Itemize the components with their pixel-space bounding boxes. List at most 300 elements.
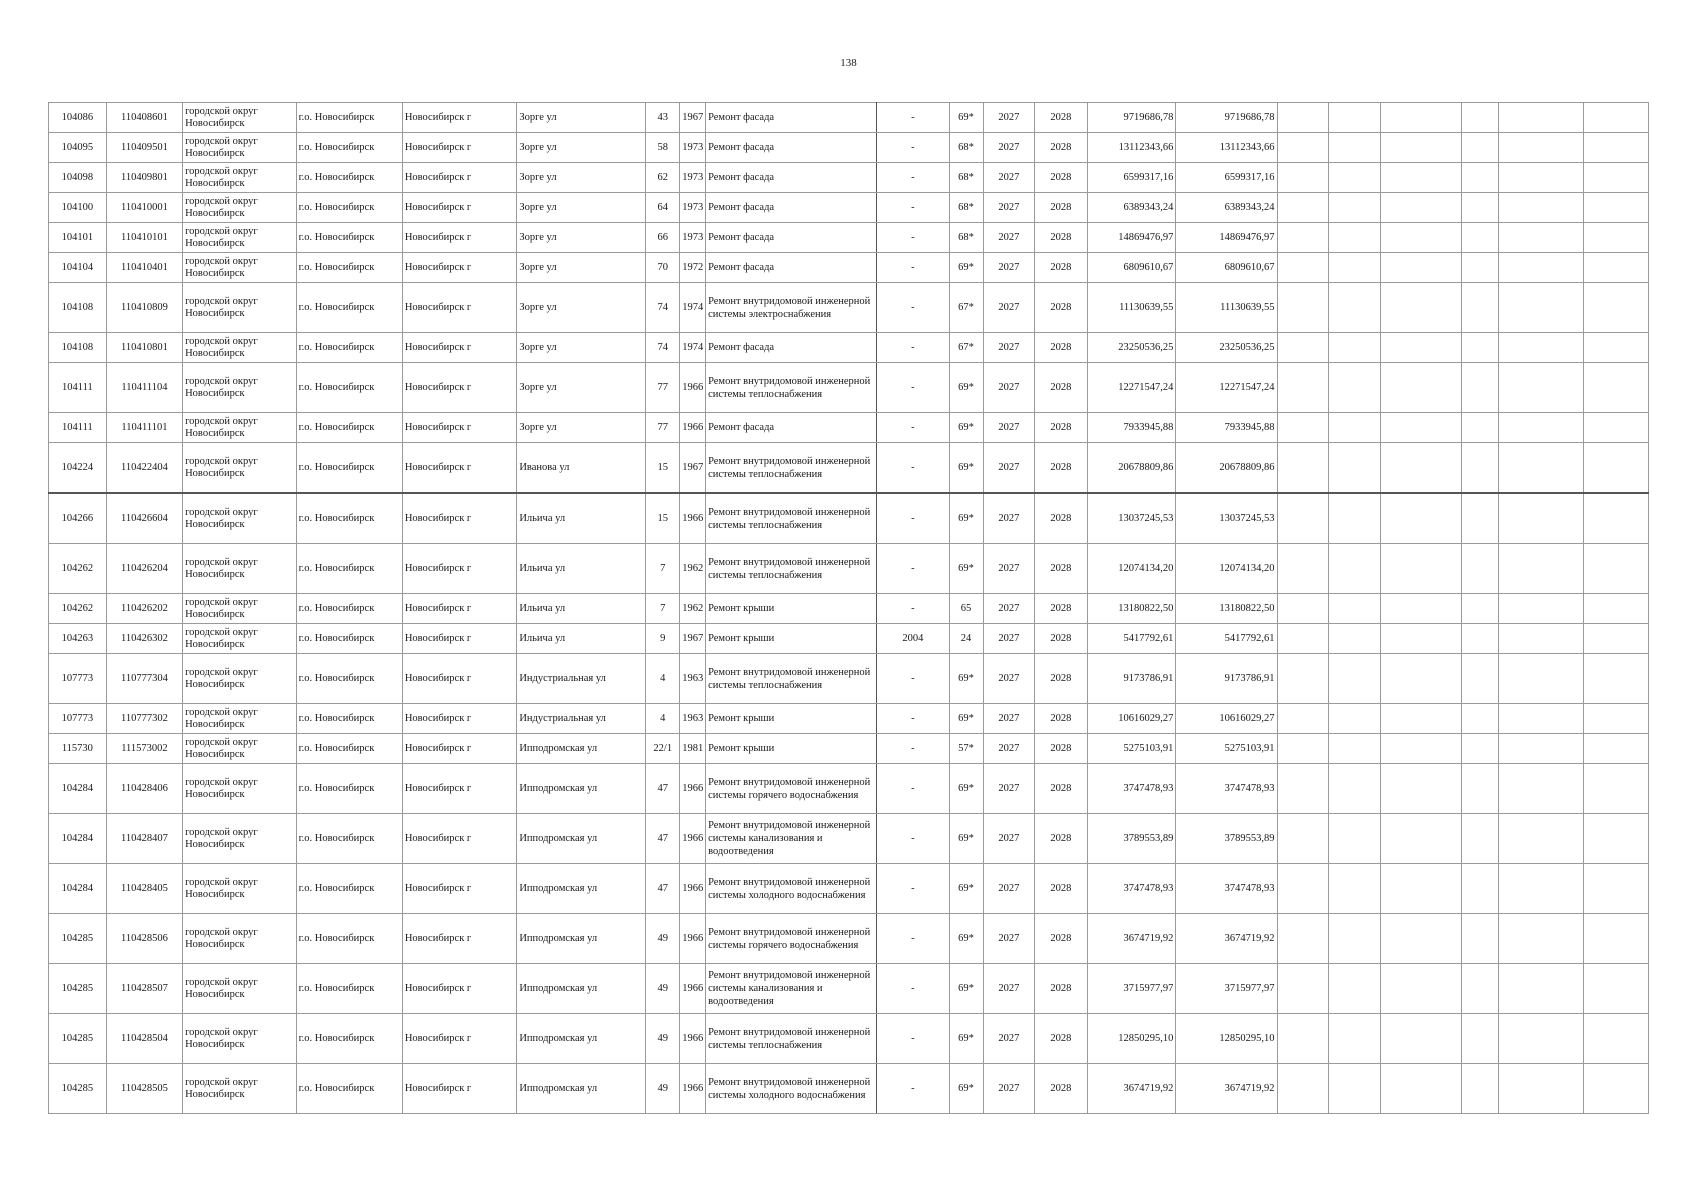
table-row	[49, 193, 1649, 223]
empty-cell	[1380, 1014, 1461, 1064]
empty-cell	[1462, 764, 1499, 814]
empty-cell	[1499, 443, 1584, 494]
previous-repair-year-cell: -	[877, 413, 949, 443]
district-cell: г.о. Новосибирск	[296, 734, 402, 764]
previous-repair-year-cell: -	[877, 704, 949, 734]
empty-cell	[1277, 1014, 1329, 1064]
work-type-cell: Ремонт внутридомовой инженерной системы горячего водоснабжения	[706, 914, 877, 964]
build-year-cell: 1966	[680, 814, 706, 864]
build-year-cell: 1963	[680, 654, 706, 704]
empty-cell	[1462, 133, 1499, 163]
street-cell: Зорге ул	[517, 253, 646, 283]
empty-cell	[1380, 443, 1461, 494]
table-row	[49, 654, 1649, 704]
empty-cell	[1462, 1014, 1499, 1064]
district-cell: г.о. Новосибирск	[296, 193, 402, 223]
empty-cell	[1462, 443, 1499, 494]
house-number-cell: 43	[646, 103, 680, 133]
work-code-cell: 111573002	[106, 734, 182, 764]
empty-cell	[1329, 193, 1381, 223]
empty-cell	[1462, 624, 1499, 654]
total-cost-cell: 23250536,25	[1176, 333, 1277, 363]
city-cell: Новосибирск г	[402, 253, 517, 283]
cost-cell: 12850295,10	[1087, 1014, 1176, 1064]
empty-cell	[1462, 814, 1499, 864]
empty-cell	[1277, 764, 1329, 814]
municipality-cell: городской округ Новосибирск	[183, 964, 296, 1014]
total-cost-cell: 12850295,10	[1176, 1014, 1277, 1064]
build-year-cell: 1962	[680, 594, 706, 624]
empty-cell	[1329, 413, 1381, 443]
table-row	[49, 1064, 1649, 1114]
plan-year-to-cell: 2028	[1035, 814, 1088, 864]
previous-repair-year-cell: -	[877, 493, 949, 544]
empty-cell	[1380, 654, 1461, 704]
work-type-cell: Ремонт внутридомовой инженерной системы горячего водоснабжения	[706, 764, 877, 814]
district-cell: г.о. Новосибирск	[296, 363, 402, 413]
build-year-cell: 1966	[680, 1014, 706, 1064]
wear-percent-cell: 69*	[949, 443, 983, 494]
empty-cell	[1499, 283, 1584, 333]
empty-cell	[1583, 864, 1648, 914]
empty-cell	[1499, 103, 1584, 133]
table-body	[49, 103, 1649, 1114]
object-id-cell: 104263	[49, 624, 107, 654]
work-code-cell: 110409801	[106, 163, 182, 193]
build-year-cell: 1967	[680, 443, 706, 494]
previous-repair-year-cell: -	[877, 253, 949, 283]
wear-percent-cell: 69*	[949, 413, 983, 443]
build-year-cell: 1966	[680, 413, 706, 443]
empty-cell	[1499, 193, 1584, 223]
plan-year-to-cell: 2028	[1035, 864, 1088, 914]
empty-cell	[1329, 654, 1381, 704]
previous-repair-year-cell: -	[877, 283, 949, 333]
work-type-cell: Ремонт фасада	[706, 193, 877, 223]
cost-cell: 7933945,88	[1087, 413, 1176, 443]
wear-percent-cell: 24	[949, 624, 983, 654]
work-type-cell: Ремонт внутридомовой инженерной системы холодного водоснабжения	[706, 1064, 877, 1114]
capital-repair-table	[48, 102, 1649, 1114]
district-cell: г.о. Новосибирск	[296, 333, 402, 363]
city-cell: Новосибирск г	[402, 764, 517, 814]
table-row	[49, 704, 1649, 734]
work-type-cell: Ремонт внутридомовой инженерной системы холодного водоснабжения	[706, 864, 877, 914]
wear-percent-cell: 69*	[949, 103, 983, 133]
cost-cell: 13037245,53	[1087, 493, 1176, 544]
city-cell: Новосибирск г	[402, 333, 517, 363]
street-cell: Зорге ул	[517, 133, 646, 163]
cost-cell: 10616029,27	[1087, 704, 1176, 734]
street-cell: Ильича ул	[517, 544, 646, 594]
district-cell: г.о. Новосибирск	[296, 223, 402, 253]
street-cell: Зорге ул	[517, 413, 646, 443]
municipality-cell: городской округ Новосибирск	[183, 193, 296, 223]
wear-percent-cell: 67*	[949, 283, 983, 333]
empty-cell	[1329, 133, 1381, 163]
wear-percent-cell: 69*	[949, 363, 983, 413]
empty-cell	[1462, 654, 1499, 704]
empty-cell	[1380, 964, 1461, 1014]
table-row	[49, 443, 1649, 494]
work-code-cell: 110428505	[106, 1064, 182, 1114]
object-id-cell: 104284	[49, 864, 107, 914]
cost-cell: 9719686,78	[1087, 103, 1176, 133]
empty-cell	[1329, 223, 1381, 253]
empty-cell	[1583, 163, 1648, 193]
empty-cell	[1499, 413, 1584, 443]
city-cell: Новосибирск г	[402, 363, 517, 413]
empty-cell	[1380, 864, 1461, 914]
cost-cell: 3747478,93	[1087, 764, 1176, 814]
empty-cell	[1462, 964, 1499, 1014]
city-cell: Новосибирск г	[402, 493, 517, 544]
plan-year-from-cell: 2027	[983, 1014, 1035, 1064]
city-cell: Новосибирск г	[402, 193, 517, 223]
municipality-cell: городской округ Новосибирск	[183, 413, 296, 443]
house-number-cell: 49	[646, 1014, 680, 1064]
cost-cell: 3747478,93	[1087, 864, 1176, 914]
work-type-cell: Ремонт крыши	[706, 594, 877, 624]
empty-cell	[1462, 333, 1499, 363]
municipality-cell: городской округ Новосибирск	[183, 704, 296, 734]
empty-cell	[1583, 103, 1648, 133]
house-number-cell: 49	[646, 1064, 680, 1114]
empty-cell	[1329, 443, 1381, 494]
municipality-cell: городской округ Новосибирск	[183, 363, 296, 413]
table-row	[49, 223, 1649, 253]
empty-cell	[1499, 493, 1584, 544]
street-cell: Ипподромская ул	[517, 734, 646, 764]
total-cost-cell: 9173786,91	[1176, 654, 1277, 704]
total-cost-cell: 13112343,66	[1176, 133, 1277, 163]
plan-year-from-cell: 2027	[983, 363, 1035, 413]
table-row	[49, 764, 1649, 814]
table-row	[49, 103, 1649, 133]
plan-year-to-cell: 2028	[1035, 103, 1088, 133]
district-cell: г.о. Новосибирск	[296, 253, 402, 283]
district-cell: г.о. Новосибирск	[296, 544, 402, 594]
previous-repair-year-cell: -	[877, 764, 949, 814]
wear-percent-cell: 68*	[949, 193, 983, 223]
empty-cell	[1277, 283, 1329, 333]
city-cell: Новосибирск г	[402, 1064, 517, 1114]
empty-cell	[1462, 864, 1499, 914]
empty-cell	[1380, 814, 1461, 864]
empty-cell	[1583, 1014, 1648, 1064]
empty-cell	[1380, 544, 1461, 594]
plan-year-to-cell: 2028	[1035, 443, 1088, 494]
build-year-cell: 1973	[680, 133, 706, 163]
empty-cell	[1329, 544, 1381, 594]
object-id-cell: 107773	[49, 704, 107, 734]
municipality-cell: городской округ Новосибирск	[183, 914, 296, 964]
previous-repair-year-cell: -	[877, 814, 949, 864]
district-cell: г.о. Новосибирск	[296, 133, 402, 163]
cost-cell: 6389343,24	[1087, 193, 1176, 223]
empty-cell	[1380, 283, 1461, 333]
empty-cell	[1499, 734, 1584, 764]
empty-cell	[1277, 253, 1329, 283]
empty-cell	[1277, 594, 1329, 624]
total-cost-cell: 11130639,55	[1176, 283, 1277, 333]
plan-year-to-cell: 2028	[1035, 624, 1088, 654]
previous-repair-year-cell: -	[877, 864, 949, 914]
municipality-cell: городской округ Новосибирск	[183, 654, 296, 704]
empty-cell	[1380, 1064, 1461, 1114]
house-number-cell: 4	[646, 704, 680, 734]
empty-cell	[1329, 914, 1381, 964]
work-type-cell: Ремонт фасада	[706, 223, 877, 253]
empty-cell	[1583, 914, 1648, 964]
work-type-cell: Ремонт внутридомовой инженерной системы теплоснабжения	[706, 1014, 877, 1064]
city-cell: Новосибирск г	[402, 544, 517, 594]
empty-cell	[1462, 1064, 1499, 1114]
empty-cell	[1277, 163, 1329, 193]
object-id-cell: 104285	[49, 914, 107, 964]
total-cost-cell: 3747478,93	[1176, 764, 1277, 814]
object-id-cell: 104098	[49, 163, 107, 193]
empty-cell	[1499, 594, 1584, 624]
object-id-cell: 104111	[49, 363, 107, 413]
empty-cell	[1583, 493, 1648, 544]
total-cost-cell: 13180822,50	[1176, 594, 1277, 624]
empty-cell	[1499, 163, 1584, 193]
municipality-cell: городской округ Новосибирск	[183, 223, 296, 253]
house-number-cell: 47	[646, 764, 680, 814]
plan-year-to-cell: 2028	[1035, 654, 1088, 704]
empty-cell	[1462, 734, 1499, 764]
municipality-cell: городской округ Новосибирск	[183, 1064, 296, 1114]
cost-cell: 6809610,67	[1087, 253, 1176, 283]
empty-cell	[1499, 1014, 1584, 1064]
empty-cell	[1277, 624, 1329, 654]
plan-year-to-cell: 2028	[1035, 734, 1088, 764]
city-cell: Новосибирск г	[402, 914, 517, 964]
cost-cell: 11130639,55	[1087, 283, 1176, 333]
work-code-cell: 110410001	[106, 193, 182, 223]
total-cost-cell: 3674719,92	[1176, 1064, 1277, 1114]
street-cell: Ипподромская ул	[517, 1064, 646, 1114]
street-cell: Зорге ул	[517, 333, 646, 363]
city-cell: Новосибирск г	[402, 103, 517, 133]
empty-cell	[1499, 864, 1584, 914]
empty-cell	[1462, 914, 1499, 964]
plan-year-to-cell: 2028	[1035, 363, 1088, 413]
work-type-cell: Ремонт фасада	[706, 253, 877, 283]
district-cell: г.о. Новосибирск	[296, 163, 402, 193]
object-id-cell: 104284	[49, 764, 107, 814]
empty-cell	[1277, 1064, 1329, 1114]
cost-cell: 3674719,92	[1087, 914, 1176, 964]
table-row	[49, 544, 1649, 594]
empty-cell	[1277, 734, 1329, 764]
empty-cell	[1583, 283, 1648, 333]
object-id-cell: 104108	[49, 283, 107, 333]
build-year-cell: 1963	[680, 704, 706, 734]
build-year-cell: 1973	[680, 193, 706, 223]
work-code-cell: 110428506	[106, 914, 182, 964]
empty-cell	[1583, 223, 1648, 253]
cost-cell: 3715977,97	[1087, 964, 1176, 1014]
cost-cell: 3674719,92	[1087, 1064, 1176, 1114]
plan-year-to-cell: 2028	[1035, 253, 1088, 283]
table-row	[49, 413, 1649, 443]
plan-year-from-cell: 2027	[983, 814, 1035, 864]
wear-percent-cell: 68*	[949, 223, 983, 253]
empty-cell	[1583, 1064, 1648, 1114]
work-type-cell: Ремонт внутридомовой инженерной системы теплоснабжения	[706, 654, 877, 704]
total-cost-cell: 5417792,61	[1176, 624, 1277, 654]
total-cost-cell: 6809610,67	[1176, 253, 1277, 283]
city-cell: Новосибирск г	[402, 814, 517, 864]
empty-cell	[1583, 253, 1648, 283]
empty-cell	[1380, 624, 1461, 654]
district-cell: г.о. Новосибирск	[296, 704, 402, 734]
cost-cell: 12271547,24	[1087, 363, 1176, 413]
municipality-cell: городской округ Новосибирск	[183, 253, 296, 283]
wear-percent-cell: 69*	[949, 1014, 983, 1064]
total-cost-cell: 3789553,89	[1176, 814, 1277, 864]
empty-cell	[1277, 654, 1329, 704]
work-code-cell: 110422404	[106, 443, 182, 494]
total-cost-cell: 3747478,93	[1176, 864, 1277, 914]
district-cell: г.о. Новосибирск	[296, 814, 402, 864]
municipality-cell: городской округ Новосибирск	[183, 163, 296, 193]
plan-year-from-cell: 2027	[983, 253, 1035, 283]
district-cell: г.о. Новосибирск	[296, 443, 402, 494]
object-id-cell: 104284	[49, 814, 107, 864]
empty-cell	[1499, 964, 1584, 1014]
work-type-cell: Ремонт фасада	[706, 413, 877, 443]
plan-year-from-cell: 2027	[983, 964, 1035, 1014]
empty-cell	[1499, 253, 1584, 283]
district-cell: г.о. Новосибирск	[296, 624, 402, 654]
object-id-cell: 104266	[49, 493, 107, 544]
work-code-cell: 110411104	[106, 363, 182, 413]
build-year-cell: 1966	[680, 764, 706, 814]
table-row	[49, 363, 1649, 413]
table-row	[49, 333, 1649, 363]
municipality-cell: городской округ Новосибирск	[183, 594, 296, 624]
empty-cell	[1329, 1064, 1381, 1114]
plan-year-from-cell: 2027	[983, 654, 1035, 704]
object-id-cell: 104086	[49, 103, 107, 133]
house-number-cell: 58	[646, 133, 680, 163]
city-cell: Новосибирск г	[402, 163, 517, 193]
work-code-cell: 110428405	[106, 864, 182, 914]
street-cell: Зорге ул	[517, 283, 646, 333]
municipality-cell: городской округ Новосибирск	[183, 734, 296, 764]
work-type-cell: Ремонт фасада	[706, 133, 877, 163]
table-row	[49, 624, 1649, 654]
house-number-cell: 74	[646, 283, 680, 333]
object-id-cell: 104100	[49, 193, 107, 223]
empty-cell	[1499, 333, 1584, 363]
plan-year-to-cell: 2028	[1035, 594, 1088, 624]
wear-percent-cell: 69*	[949, 964, 983, 1014]
house-number-cell: 66	[646, 223, 680, 253]
district-cell: г.о. Новосибирск	[296, 1064, 402, 1114]
plan-year-from-cell: 2027	[983, 223, 1035, 253]
street-cell: Зорге ул	[517, 103, 646, 133]
municipality-cell: городской округ Новосибирск	[183, 864, 296, 914]
municipality-cell: городской округ Новосибирск	[183, 764, 296, 814]
street-cell: Ипподромская ул	[517, 864, 646, 914]
cost-cell: 5417792,61	[1087, 624, 1176, 654]
empty-cell	[1277, 413, 1329, 443]
work-code-cell: 110410101	[106, 223, 182, 253]
empty-cell	[1499, 704, 1584, 734]
empty-cell	[1462, 413, 1499, 443]
work-type-cell: Ремонт внутридомовой инженерной системы теплоснабжения	[706, 443, 877, 494]
empty-cell	[1380, 333, 1461, 363]
plan-year-to-cell: 2028	[1035, 1014, 1088, 1064]
city-cell: Новосибирск г	[402, 594, 517, 624]
build-year-cell: 1966	[680, 964, 706, 1014]
empty-cell	[1277, 103, 1329, 133]
house-number-cell: 49	[646, 914, 680, 964]
plan-year-from-cell: 2027	[983, 594, 1035, 624]
empty-cell	[1329, 103, 1381, 133]
previous-repair-year-cell: -	[877, 193, 949, 223]
build-year-cell: 1974	[680, 333, 706, 363]
district-cell: г.о. Новосибирск	[296, 964, 402, 1014]
city-cell: Новосибирск г	[402, 443, 517, 494]
table-row	[49, 964, 1649, 1014]
empty-cell	[1277, 493, 1329, 544]
plan-year-from-cell: 2027	[983, 544, 1035, 594]
empty-cell	[1329, 493, 1381, 544]
empty-cell	[1380, 133, 1461, 163]
plan-year-from-cell: 2027	[983, 624, 1035, 654]
empty-cell	[1583, 814, 1648, 864]
table-row	[49, 163, 1649, 193]
plan-year-to-cell: 2028	[1035, 223, 1088, 253]
total-cost-cell: 12271547,24	[1176, 363, 1277, 413]
plan-year-to-cell: 2028	[1035, 163, 1088, 193]
work-type-cell: Ремонт фасада	[706, 103, 877, 133]
plan-year-to-cell: 2028	[1035, 704, 1088, 734]
table-row	[49, 734, 1649, 764]
build-year-cell: 1966	[680, 914, 706, 964]
empty-cell	[1277, 443, 1329, 494]
empty-cell	[1499, 764, 1584, 814]
empty-cell	[1380, 914, 1461, 964]
build-year-cell: 1966	[680, 493, 706, 544]
city-cell: Новосибирск г	[402, 964, 517, 1014]
empty-cell	[1583, 704, 1648, 734]
plan-year-from-cell: 2027	[983, 734, 1035, 764]
table-row	[49, 594, 1649, 624]
empty-cell	[1380, 223, 1461, 253]
plan-year-to-cell: 2028	[1035, 133, 1088, 163]
street-cell: Зорге ул	[517, 163, 646, 193]
plan-year-to-cell: 2028	[1035, 333, 1088, 363]
cost-cell: 14869476,97	[1087, 223, 1176, 253]
empty-cell	[1329, 704, 1381, 734]
wear-percent-cell: 68*	[949, 133, 983, 163]
house-number-cell: 74	[646, 333, 680, 363]
empty-cell	[1462, 704, 1499, 734]
previous-repair-year-cell: -	[877, 914, 949, 964]
cost-cell: 23250536,25	[1087, 333, 1176, 363]
previous-repair-year-cell: -	[877, 133, 949, 163]
previous-repair-year-cell: -	[877, 443, 949, 494]
empty-cell	[1583, 764, 1648, 814]
build-year-cell: 1973	[680, 163, 706, 193]
work-type-cell: Ремонт внутридомовой инженерной системы канализования и водоотведения	[706, 964, 877, 1014]
